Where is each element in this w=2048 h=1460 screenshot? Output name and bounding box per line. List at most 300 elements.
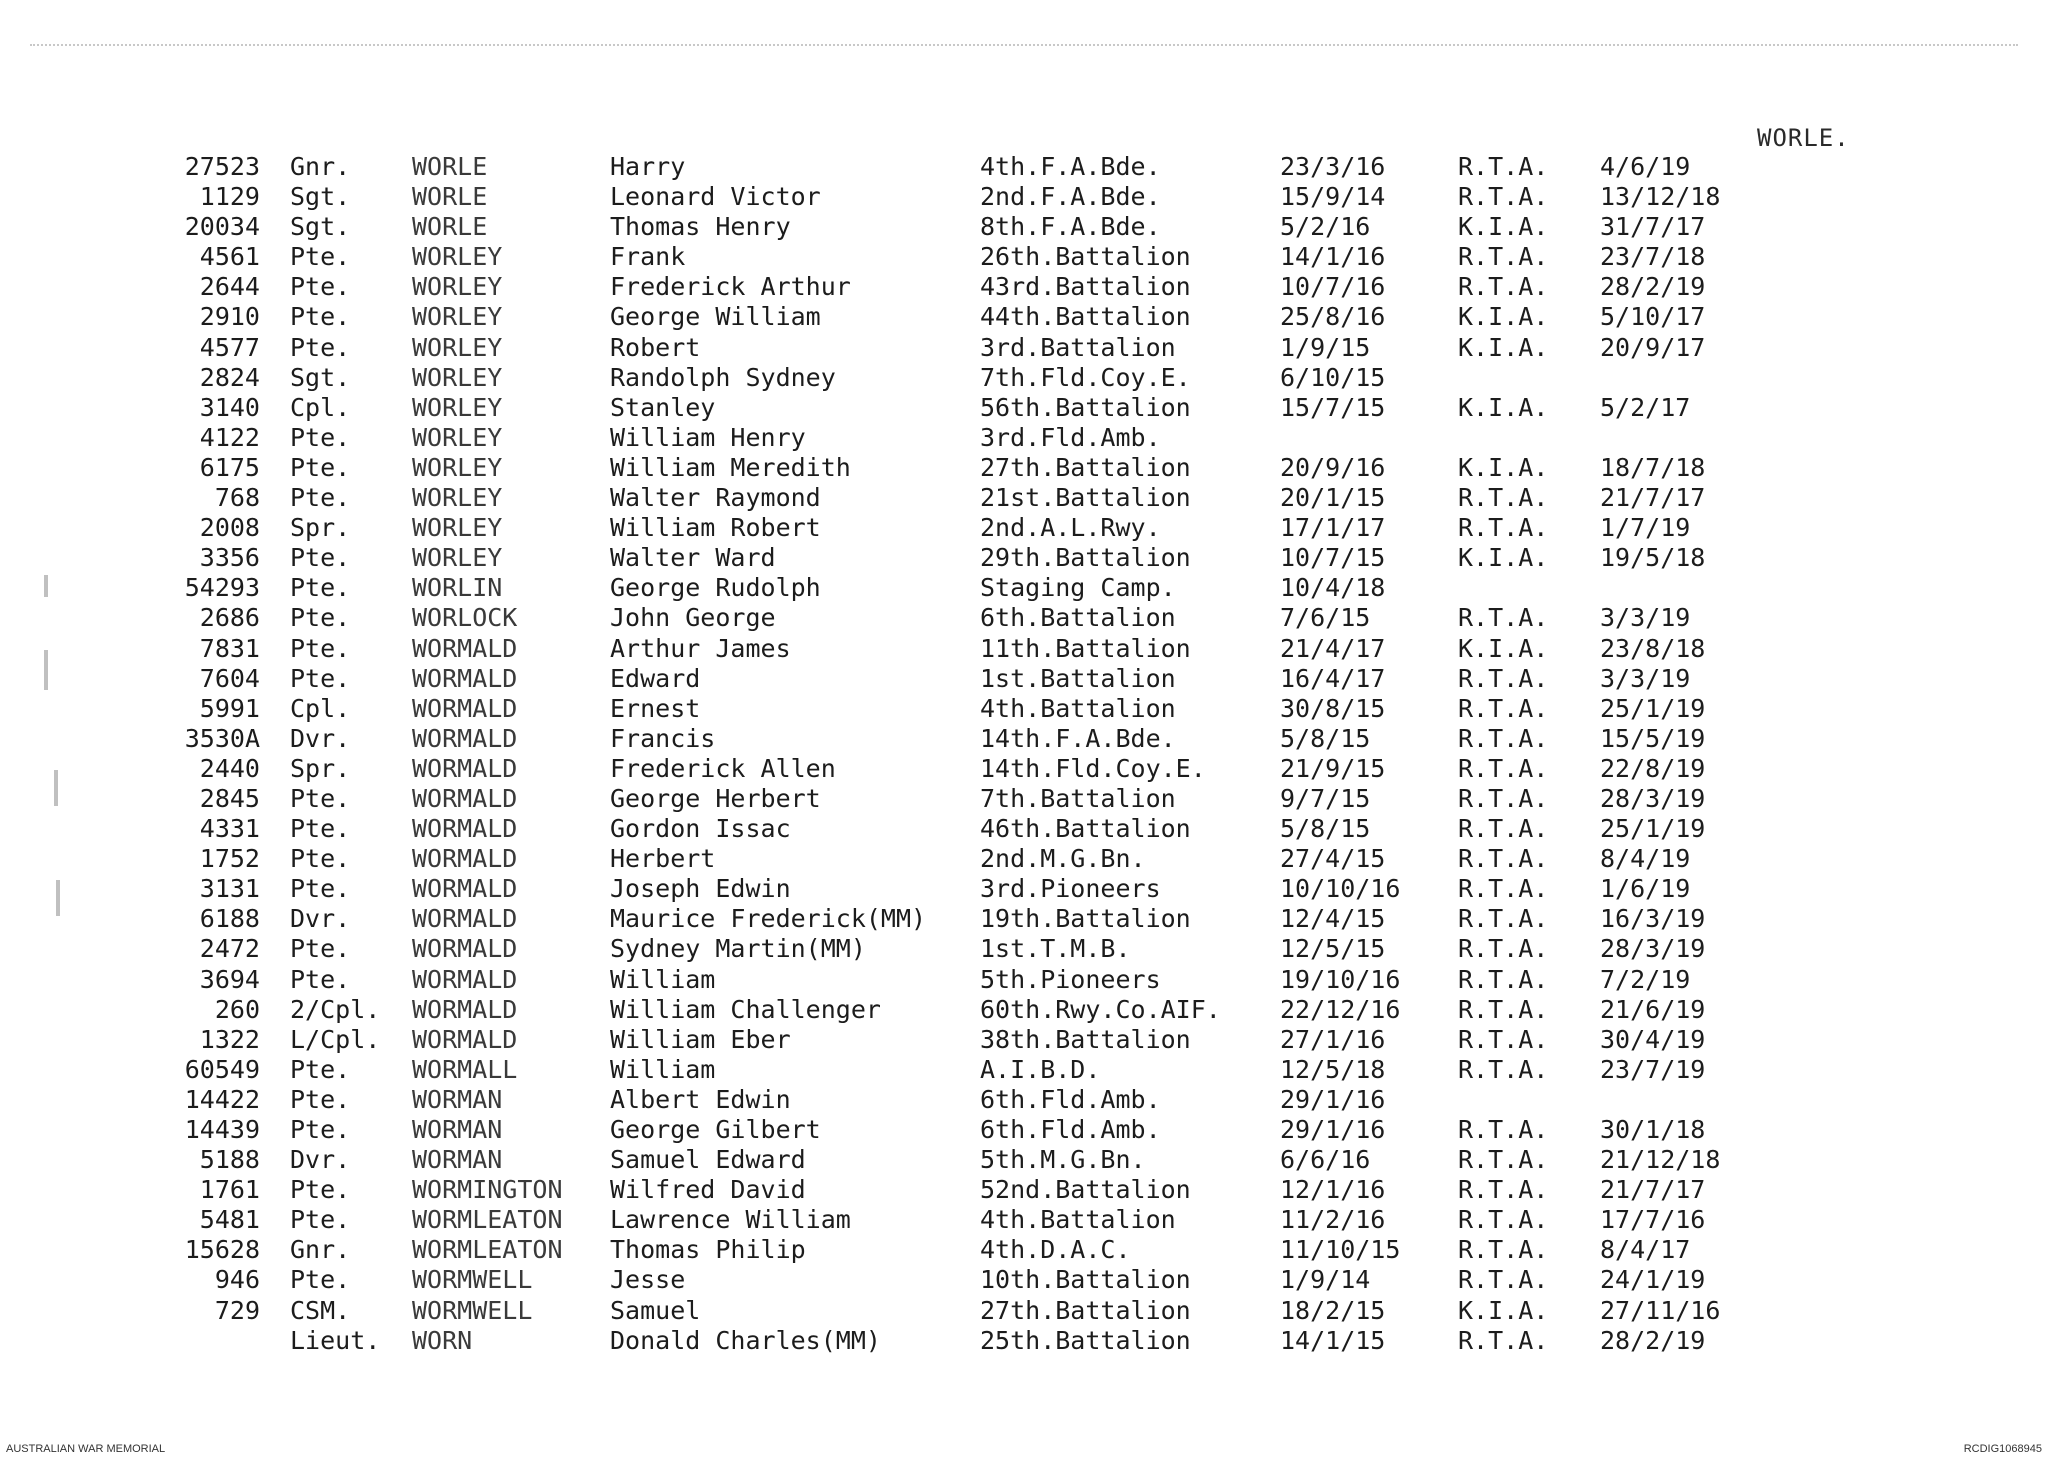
- fate-date: 31/7/17: [1600, 212, 1706, 242]
- surname: WORMALD: [412, 783, 518, 813]
- enlistment-date: 11/10/15: [1280, 1235, 1401, 1265]
- roll-row: [0, 1175, 2048, 1205]
- fate: R.T.A.: [1458, 994, 1549, 1024]
- given-names: Walter Ward: [610, 543, 776, 573]
- fate: R.T.A.: [1458, 783, 1549, 813]
- enlistment-date: 15/9/14: [1280, 182, 1386, 212]
- enlistment-date: 10/10/16: [1280, 874, 1401, 904]
- rank: Pte.: [290, 422, 351, 452]
- fate: K.I.A.: [1458, 452, 1549, 482]
- enlistment-date: 29/1/16: [1280, 1084, 1386, 1114]
- roll-row: [0, 634, 2048, 664]
- unit: 4th.Battalion: [980, 693, 1176, 723]
- roll-row: [0, 393, 2048, 423]
- unit: 4th.Battalion: [980, 1205, 1176, 1235]
- roll-row: [0, 1145, 2048, 1175]
- service-number: 4122: [199, 422, 260, 452]
- unit: 3rd.Battalion: [980, 332, 1176, 362]
- fate: K.I.A.: [1458, 392, 1549, 422]
- service-number: 2440: [199, 753, 260, 783]
- given-names: William Robert: [610, 513, 821, 543]
- fate: R.T.A.: [1458, 272, 1549, 302]
- service-number: 5991: [199, 693, 260, 723]
- enlistment-date: 21/4/17: [1280, 633, 1386, 663]
- fate-date: 25/1/19: [1600, 693, 1706, 723]
- fate: R.T.A.: [1458, 1054, 1549, 1084]
- fate-date: 23/7/18: [1600, 242, 1706, 272]
- roll-row: [0, 934, 2048, 964]
- rank: Pte.: [290, 1175, 351, 1205]
- fate-date: 24/1/19: [1600, 1265, 1706, 1295]
- service-number: 5481: [199, 1205, 260, 1235]
- given-names: Albert Edwin: [610, 1084, 791, 1114]
- enlistment-date: 5/2/16: [1280, 212, 1371, 242]
- roll-row: [0, 1055, 2048, 1085]
- scan-top-edge: [30, 44, 2018, 46]
- surname: WORMALL: [412, 1054, 518, 1084]
- service-number: 3530A: [184, 723, 260, 753]
- unit: 27th.Battalion: [980, 1295, 1191, 1325]
- unit: 52nd.Battalion: [980, 1175, 1191, 1205]
- fate: R.T.A.: [1458, 1145, 1549, 1175]
- surname: WORLE: [412, 152, 488, 181]
- given-names: John George: [610, 603, 776, 633]
- rank: Gnr.: [290, 1235, 351, 1265]
- fate-date: 19/5/18: [1600, 543, 1706, 573]
- roll-row: [0, 784, 2048, 814]
- fate-date: 18/7/18: [1600, 452, 1706, 482]
- surname: WORLEY: [412, 242, 503, 272]
- given-names: Gordon Issac: [610, 814, 791, 844]
- rank: Sgt.: [290, 182, 351, 212]
- rank: Dvr.: [290, 1145, 351, 1175]
- fate: R.T.A.: [1458, 814, 1549, 844]
- enlistment-date: 10/7/16: [1280, 272, 1386, 302]
- fate-date: 21/12/18: [1600, 1145, 1721, 1175]
- enlistment-date: 16/4/17: [1280, 663, 1386, 693]
- rank: Cpl.: [290, 693, 351, 723]
- rank: Pte.: [290, 543, 351, 573]
- service-number: 2845: [199, 783, 260, 813]
- roll-row: [0, 212, 2048, 242]
- enlistment-date: 21/9/15: [1280, 753, 1386, 783]
- rank: Pte.: [290, 874, 351, 904]
- fate-date: 25/1/19: [1600, 814, 1706, 844]
- roll-row: [0, 995, 2048, 1025]
- unit: 2nd.A.L.Rwy.: [980, 513, 1161, 543]
- service-number: 2472: [199, 934, 260, 964]
- fate: R.T.A.: [1458, 242, 1549, 272]
- given-names: William Challenger: [610, 994, 881, 1024]
- rank: Lieut.: [290, 1325, 381, 1355]
- given-names: Samuel Edward: [610, 1145, 806, 1175]
- surname: WORMALD: [412, 964, 518, 994]
- fate-date: 21/6/19: [1600, 994, 1706, 1024]
- roll-row: [0, 844, 2048, 874]
- service-number: 729: [214, 1295, 260, 1325]
- surname: WORMALD: [412, 934, 518, 964]
- surname: WORMWELL: [412, 1295, 533, 1325]
- unit: 1st.Battalion: [980, 663, 1176, 693]
- unit: 6th.Battalion: [980, 603, 1176, 633]
- roll-row: [0, 965, 2048, 995]
- unit: 44th.Battalion: [980, 302, 1191, 332]
- enlistment-date: 10/7/15: [1280, 543, 1386, 573]
- surname: WORLIN: [412, 573, 503, 603]
- surname: WORMALD: [412, 904, 518, 934]
- given-names: Jesse: [610, 1265, 686, 1295]
- service-number: 946: [214, 1265, 260, 1295]
- enlistment-date: 6/10/15: [1280, 362, 1386, 392]
- fate: R.T.A.: [1458, 1175, 1549, 1205]
- unit: 26th.Battalion: [980, 242, 1191, 272]
- surname: WORLEY: [412, 272, 503, 302]
- rank: Sgt.: [290, 212, 351, 242]
- unit: 29th.Battalion: [980, 543, 1191, 573]
- rank: Pte.: [290, 573, 351, 603]
- fate: R.T.A.: [1458, 182, 1549, 212]
- given-names: Frederick Arthur: [610, 272, 851, 302]
- fate-date: 21/7/17: [1600, 483, 1706, 513]
- rank: Pte.: [290, 603, 351, 633]
- unit: 5th.Pioneers: [980, 964, 1161, 994]
- roll-row: [0, 1265, 2048, 1295]
- service-number: 1129: [199, 182, 260, 212]
- enlistment-date: 10/4/18: [1280, 573, 1386, 603]
- fate: R.T.A.: [1458, 513, 1549, 543]
- given-names: George Rudolph: [610, 573, 821, 603]
- service-number: 4577: [199, 332, 260, 362]
- rank: Spr.: [290, 753, 351, 783]
- fate-date: 16/3/19: [1600, 904, 1706, 934]
- rank: Pte.: [290, 633, 351, 663]
- fate-date: 22/8/19: [1600, 753, 1706, 783]
- roll-row: [0, 1205, 2048, 1235]
- rank: Pte.: [290, 332, 351, 362]
- unit: 5th.M.G.Bn.: [980, 1145, 1146, 1175]
- roll-row: [0, 573, 2048, 603]
- enlistment-date: 14/1/16: [1280, 242, 1386, 272]
- surname: WORLE: [412, 182, 488, 212]
- given-names: Joseph Edwin: [610, 874, 791, 904]
- surname: WORMINGTON: [412, 1175, 563, 1205]
- roll-row: [0, 754, 2048, 784]
- enlistment-date: 23/3/16: [1280, 152, 1386, 181]
- surname: WORMLEATON: [412, 1235, 563, 1265]
- fate: R.T.A.: [1458, 1235, 1549, 1265]
- unit: 8th.F.A.Bde.: [980, 212, 1161, 242]
- given-names: Lawrence William: [610, 1205, 851, 1235]
- enlistment-date: 25/8/16: [1280, 302, 1386, 332]
- service-number: 2686: [199, 603, 260, 633]
- fate: K.I.A.: [1458, 1295, 1549, 1325]
- unit: 7th.Fld.Coy.E.: [980, 362, 1191, 392]
- fate: R.T.A.: [1458, 1024, 1549, 1054]
- fate-date: 15/5/19: [1600, 723, 1706, 753]
- given-names: Arthur James: [610, 633, 791, 663]
- surname: WORMALD: [412, 814, 518, 844]
- fate-date: 28/3/19: [1600, 934, 1706, 964]
- unit: 38th.Battalion: [980, 1024, 1191, 1054]
- roll-row: [0, 543, 2048, 573]
- roll-row: [0, 1296, 2048, 1326]
- roll-row: [0, 1025, 2048, 1055]
- fate-date: 3/3/19: [1600, 663, 1691, 693]
- fate-date: 28/2/19: [1600, 272, 1706, 302]
- service-number: 6188: [199, 904, 260, 934]
- fate: K.I.A.: [1458, 212, 1549, 242]
- fate: R.T.A.: [1458, 934, 1549, 964]
- fate-date: 4/6/19: [1600, 152, 1691, 181]
- fate: R.T.A.: [1458, 753, 1549, 783]
- enlistment-date: 30/8/15: [1280, 693, 1386, 723]
- rank: Pte.: [290, 483, 351, 513]
- enlistment-date: 27/4/15: [1280, 844, 1386, 874]
- enlistment-date: 1/9/14: [1280, 1265, 1371, 1295]
- unit: 3rd.Pioneers: [980, 874, 1161, 904]
- roll-row: [0, 483, 2048, 513]
- given-names: Thomas Philip: [610, 1235, 806, 1265]
- unit: 4th.D.A.C.: [980, 1235, 1131, 1265]
- rank: Pte.: [290, 1054, 351, 1084]
- enlistment-date: 20/1/15: [1280, 483, 1386, 513]
- service-number: 60549: [184, 1054, 260, 1084]
- service-number: 1752: [199, 844, 260, 874]
- surname: WORLEY: [412, 332, 503, 362]
- fate: K.I.A.: [1458, 302, 1549, 332]
- unit: 6th.Fld.Amb.: [980, 1084, 1161, 1114]
- unit: 7th.Battalion: [980, 783, 1176, 813]
- unit: 10th.Battalion: [980, 1265, 1191, 1295]
- service-number: 260: [214, 994, 260, 1024]
- enlistment-date: 1/9/15: [1280, 332, 1371, 362]
- rank: Pte.: [290, 1115, 351, 1144]
- rank: Pte.: [290, 814, 351, 844]
- service-number: 1322: [199, 1024, 260, 1054]
- rank: Pte.: [290, 302, 351, 332]
- given-names: Walter Raymond: [610, 483, 821, 513]
- surname: WORMALD: [412, 874, 518, 904]
- enlistment-date: 29/1/16: [1280, 1115, 1386, 1144]
- roll-row: [0, 1115, 2048, 1145]
- surname: WORMAN: [412, 1084, 503, 1114]
- enlistment-date: 17/1/17: [1280, 513, 1386, 543]
- fate-date: 7/2/19: [1600, 964, 1691, 994]
- rank: Pte.: [290, 1265, 351, 1295]
- surname: WORLEY: [412, 483, 503, 513]
- service-number: 27523: [184, 152, 260, 181]
- service-number: 3131: [199, 874, 260, 904]
- surname: WORMAN: [412, 1145, 503, 1175]
- rank: Pte.: [290, 663, 351, 693]
- fate: R.T.A.: [1458, 483, 1549, 513]
- given-names: William Henry: [610, 422, 806, 452]
- given-names: Maurice Frederick(MM): [610, 904, 927, 934]
- unit: 2nd.M.G.Bn.: [980, 844, 1146, 874]
- given-names: Harry: [610, 152, 686, 181]
- enlistment-date: 27/1/16: [1280, 1024, 1386, 1054]
- fate-date: 23/8/18: [1600, 633, 1706, 663]
- archive-credit: AUSTRALIAN WAR MEMORIAL: [6, 1443, 166, 1455]
- fate: K.I.A.: [1458, 332, 1549, 362]
- surname: WORMALD: [412, 1024, 518, 1054]
- surname: WORLEY: [412, 543, 503, 573]
- surname: WORMALD: [412, 844, 518, 874]
- fate-date: 1/6/19: [1600, 874, 1691, 904]
- service-number: 3356: [199, 543, 260, 573]
- item-reference: RCDIG1068945: [1963, 1443, 2042, 1455]
- given-names: William: [610, 1054, 716, 1084]
- service-number: 20034: [184, 212, 260, 242]
- fate-date: 5/10/17: [1600, 302, 1706, 332]
- enlistment-date: 9/7/15: [1280, 783, 1371, 813]
- given-names: Herbert: [610, 844, 716, 874]
- roll-row: [0, 904, 2048, 934]
- fate-date: 8/4/17: [1600, 1235, 1691, 1265]
- unit: 43rd.Battalion: [980, 272, 1191, 302]
- roll-row: [0, 513, 2048, 543]
- given-names: Edward: [610, 663, 701, 693]
- fate-date: 27/11/16: [1600, 1295, 1721, 1325]
- rank: Pte.: [290, 964, 351, 994]
- enlistment-date: 5/8/15: [1280, 723, 1371, 753]
- service-number: 14439: [184, 1115, 260, 1144]
- enlistment-date: 22/12/16: [1280, 994, 1401, 1024]
- service-number: 2824: [199, 362, 260, 392]
- enlistment-date: 12/5/18: [1280, 1054, 1386, 1084]
- rank: Sgt.: [290, 362, 351, 392]
- unit: 56th.Battalion: [980, 392, 1191, 422]
- roll-row: [0, 272, 2048, 302]
- fate-date: 17/7/16: [1600, 1205, 1706, 1235]
- fate: R.T.A.: [1458, 1265, 1549, 1295]
- rank: Dvr.: [290, 904, 351, 934]
- enlistment-date: 19/10/16: [1280, 964, 1401, 994]
- surname: WORN: [412, 1325, 473, 1355]
- fate-date: 30/4/19: [1600, 1024, 1706, 1054]
- unit: Staging Camp.: [980, 573, 1176, 603]
- roll-row: [0, 874, 2048, 904]
- unit: 27th.Battalion: [980, 452, 1191, 482]
- enlistment-date: 18/2/15: [1280, 1295, 1386, 1325]
- surname: WORLEY: [412, 362, 503, 392]
- fate: K.I.A.: [1458, 633, 1549, 663]
- surname: WORMALD: [412, 663, 518, 693]
- fate: R.T.A.: [1458, 964, 1549, 994]
- fate-date: 13/12/18: [1600, 182, 1721, 212]
- enlistment-date: 12/5/15: [1280, 934, 1386, 964]
- surname: WORLEY: [412, 452, 503, 482]
- fate: R.T.A.: [1458, 1115, 1549, 1144]
- unit: 11th.Battalion: [980, 633, 1191, 663]
- given-names: Robert: [610, 332, 701, 362]
- rank: Dvr.: [290, 723, 351, 753]
- given-names: Samuel: [610, 1295, 701, 1325]
- fate-date: 30/1/18: [1600, 1115, 1706, 1144]
- fate-date: 1/7/19: [1600, 513, 1691, 543]
- roll-row: [0, 363, 2048, 393]
- fate: R.T.A.: [1458, 723, 1549, 753]
- fate: R.T.A.: [1458, 904, 1549, 934]
- fate: R.T.A.: [1458, 1205, 1549, 1235]
- rank: Pte.: [290, 1084, 351, 1114]
- unit: 3rd.Fld.Amb.: [980, 422, 1161, 452]
- roll-row: [0, 302, 2048, 332]
- service-number: 3140: [199, 392, 260, 422]
- unit: 19th.Battalion: [980, 904, 1191, 934]
- service-number: 15628: [184, 1235, 260, 1265]
- fate-date: 28/3/19: [1600, 783, 1706, 813]
- given-names: William Eber: [610, 1024, 791, 1054]
- surname: WORMALD: [412, 753, 518, 783]
- rank: Pte.: [290, 452, 351, 482]
- rank: Pte.: [290, 783, 351, 813]
- roll-row: [0, 724, 2048, 754]
- given-names: George Herbert: [610, 783, 821, 813]
- fate: R.T.A.: [1458, 1325, 1549, 1355]
- service-number: 2910: [199, 302, 260, 332]
- surname: WORLE: [412, 212, 488, 242]
- unit: 4th.F.A.Bde.: [980, 152, 1161, 181]
- enlistment-date: 12/1/16: [1280, 1175, 1386, 1205]
- service-number: 4331: [199, 814, 260, 844]
- service-number: 6175: [199, 452, 260, 482]
- rank: Pte.: [290, 934, 351, 964]
- roll-row: [0, 242, 2048, 272]
- unit: A.I.B.D.: [980, 1054, 1101, 1084]
- rank: CSM.: [290, 1295, 351, 1325]
- roll-row: [0, 1235, 2048, 1265]
- surname: WORMALD: [412, 633, 518, 663]
- enlistment-date: 7/6/15: [1280, 603, 1371, 633]
- unit: 46th.Battalion: [980, 814, 1191, 844]
- enlistment-date: 14/1/15: [1280, 1325, 1386, 1355]
- given-names: Frederick Allen: [610, 753, 836, 783]
- roll-row: [0, 423, 2048, 453]
- roll-row: [0, 603, 2048, 633]
- service-number: 3694: [199, 964, 260, 994]
- service-number: 54293: [184, 573, 260, 603]
- surname: WORLEY: [412, 422, 503, 452]
- fate: R.T.A.: [1458, 152, 1549, 181]
- rank: Pte.: [290, 844, 351, 874]
- fate-date: 21/7/17: [1600, 1175, 1706, 1205]
- given-names: Sydney Martin(MM): [610, 934, 866, 964]
- service-number: 7604: [199, 663, 260, 693]
- given-names: Leonard Victor: [610, 182, 821, 212]
- service-number: 7831: [199, 633, 260, 663]
- given-names: Frank: [610, 242, 686, 272]
- enlistment-date: 11/2/16: [1280, 1205, 1386, 1235]
- unit: 2nd.F.A.Bde.: [980, 182, 1161, 212]
- roll-row: [0, 453, 2048, 483]
- given-names: William Meredith: [610, 452, 851, 482]
- enlistment-date: 12/4/15: [1280, 904, 1386, 934]
- roll-row: [0, 814, 2048, 844]
- enlistment-date: 20/9/16: [1280, 452, 1386, 482]
- enlistment-date: 6/6/16: [1280, 1145, 1371, 1175]
- fate: R.T.A.: [1458, 693, 1549, 723]
- unit: 1st.T.M.B.: [980, 934, 1131, 964]
- enlistment-date: 5/8/15: [1280, 814, 1371, 844]
- fate-date: 28/2/19: [1600, 1325, 1706, 1355]
- nominal-roll-table: [0, 152, 2048, 1356]
- fate: K.I.A.: [1458, 543, 1549, 573]
- surname: WORMALD: [412, 723, 518, 753]
- surname: WORLOCK: [412, 603, 518, 633]
- roll-row: [0, 694, 2048, 724]
- service-number: 5188: [199, 1145, 260, 1175]
